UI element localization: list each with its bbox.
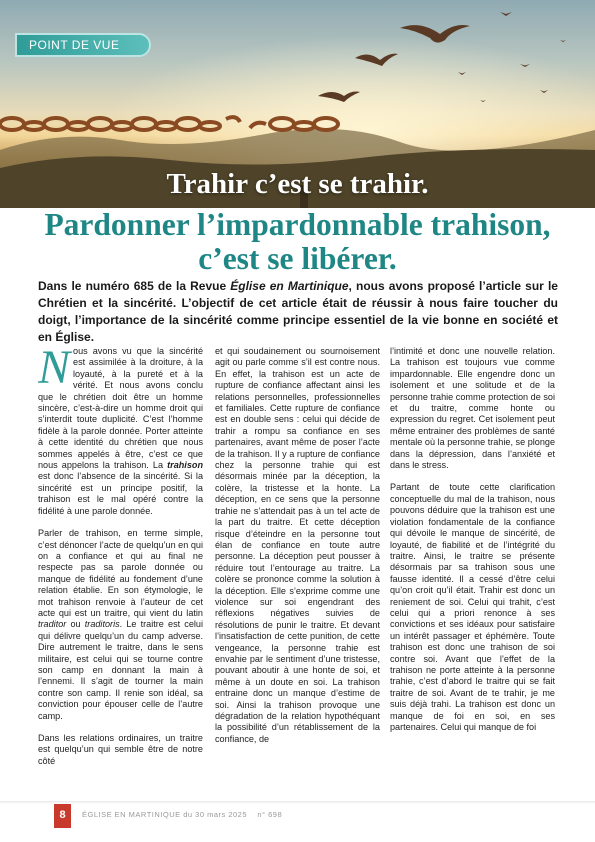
lead-prefix: Dans le numéro 685 de la Revue xyxy=(38,279,231,293)
lead-suffix: , nous avons proposé l’article sur le Chrétien et la sincérité. L’objectif de cet article était de réussir à nous faire toucher du doigt, l’importance de la sincérité comme principe essentiel de la vie bonne en société et en Église. xyxy=(38,279,558,344)
title-line-2a: Pardonner l’impardonnable trahison, xyxy=(44,207,551,242)
column-1 xyxy=(38,346,203,782)
footer-divider xyxy=(0,801,595,804)
section-tag: POINT DE VUE xyxy=(15,33,151,57)
page-number: 8 xyxy=(54,804,71,828)
emphasis: trahison xyxy=(167,460,203,471)
latin-term: traditoris xyxy=(84,619,120,630)
paragraph xyxy=(38,528,203,722)
paragraph: et qui soudainement ou sournoisement agit ou parle comme s’il est contre nous. En effet, la trahison est un acte de rupture de confiance affectant ainsi les relations personnelles, professionnelles et familiales. Cette rupture de confiance est en double sens : celui qui décide de trahir a rompu sa confiance en ses partenaires, avant même de poser l’acte de la trahison. Il y a rupture de confiance chez la personne trahie qui est désormais minée par la déception, la colère, la tristesse et la honte. La déception, en ce sens que la personne trahie ne s’attendait pas à un tel acte de la part du traitre. Et cette déception risque d’éteindre en la personne tout élan de confiance en toute autre personne. La déception peut pousser à réduire tout l’entourage au traitre. La colère se prononce comme la solution à la déception. Elle s’exprime comme une violence sur soi engendrant des réflexions négatives suivies de résolutions de punir le traitre. Et devant l’insatisfaction de cette punition, de cette vengeance, la personne trahie est envahie par le sentiment d’une tristesse, pouvant aboutir à une honte de soi, et même à un doute en soi. La trahison entraine donc un manque d’estime de soi. Ainsi la trahison provoque une dégradation de la relation hypothéquant la possibilité d’un rétablissement de la confiance, de xyxy=(215,346,380,744)
paragraph: Partant de toute cette clarification conceptuelle du mal de la trahison, nous pouvons déduire que la trahison est une violation fondamentale de la confiance qui dévoile le manque de sincérité, de loyauté, de fiabilité et de l’intégrité du traitre. Ainsi, le traitre se présente désormais par sa trahison sous une fausse identité. Il a cessé d’être celui qu’on croit qu’il était. Trahir est donc un reniement de soi. Celui qui trahit, c’est celui qui a priori renonce à ses convictions et ses idéaux pour satisfaire un intérêt passager et éphémère. Toute trahison est donc une trahison de soi contre soi. Avant que l’effet de la trahison ne porte atteinte à la personne trahie, c’est d’abord le traitre qui se fait traitre de soi. Avant de te trahir, je me suis déjà trahi. La trahison est donc un manque de foi en soi, en ses partenaires. Celui qui manque de foi xyxy=(390,482,555,732)
title-line-1: Trahir c’est se trahir. xyxy=(166,168,429,200)
drop-cap: N xyxy=(38,346,71,394)
text-run: . Le traitre est celui qui délivre quelqu’un du camp adverse. Dire autrement le traitre, dans le sens militaire, est celui qui se tourne contre son camp en donnant la main à l’ennemi. Il s’agit de tourner la main contre son camp. Il renie son idéal, sa conviction pour épouser celle de l’autre camp. xyxy=(38,619,203,721)
text-run: ous avons vu que la sincérité est assimilée à la droiture, à la loyauté, à la pureté et à la vérité. Et nous avons conclu que le chrétien doit être un homme sincère, c’est-à-dire un homme droit qui s’interdit toute duplicité. C’est l’homme fidèle à la parole donnée. Porter atteinte à cette identité du chrétien que nous sommes appelés à être, c’est ce que nous appelons la trahison. La xyxy=(38,346,203,471)
paragraph: Dans les relations ordinaires, un traitre est quelqu’un qui semble être de notre côté xyxy=(38,733,203,766)
title-line-2 xyxy=(0,208,595,276)
footer-info xyxy=(82,810,282,819)
issue-number: n° 698 xyxy=(257,810,283,819)
latin-term: traditor xyxy=(38,619,67,630)
column-2 xyxy=(215,346,380,782)
issue-date: du 30 mars 2025 xyxy=(183,810,248,819)
title-line-2b: c’est se libérer. xyxy=(198,241,397,276)
lead-journal-name: Église en Martinique xyxy=(230,279,349,293)
paragraph: l’intimité et donc une nouvelle relation. La trahison est toujours vue comme impardonnable. Elle engendre donc un isolement et une solitude et de la personne trahie comme protection de soi et du traitre, comme honte ou expression du regret. Cet isolement peut même entrainer des problèmes de santé mentale où la personne trahie, se plonge dans la dépression, dans l’anxiété et dans le stress. xyxy=(390,346,555,471)
column-3 xyxy=(390,346,555,782)
text-run: est donc l’absence de la sincérité. Si la sincérité est un principe positif, la trahison est le mal opéré contre la fidélité à une parole donnée. xyxy=(38,471,203,516)
lead-paragraph xyxy=(38,278,558,346)
publication-name: ÉGLISE EN MARTINIQUE xyxy=(82,810,181,819)
text-run: ou xyxy=(66,619,85,630)
article-body xyxy=(38,346,558,782)
paragraph xyxy=(38,346,203,517)
text-run: Parler de trahison, en terme simple, c’est dénoncer l’acte de quelqu’un en qui on a confiance et qui au final ne respecte pas sa parole donnée ou manque de fidélité au fondement d’une relation établie. En son étymologie, le mot trahison renvoie à l’auteur de cet acte qui est un traitre, qui vient du latin xyxy=(38,528,203,618)
